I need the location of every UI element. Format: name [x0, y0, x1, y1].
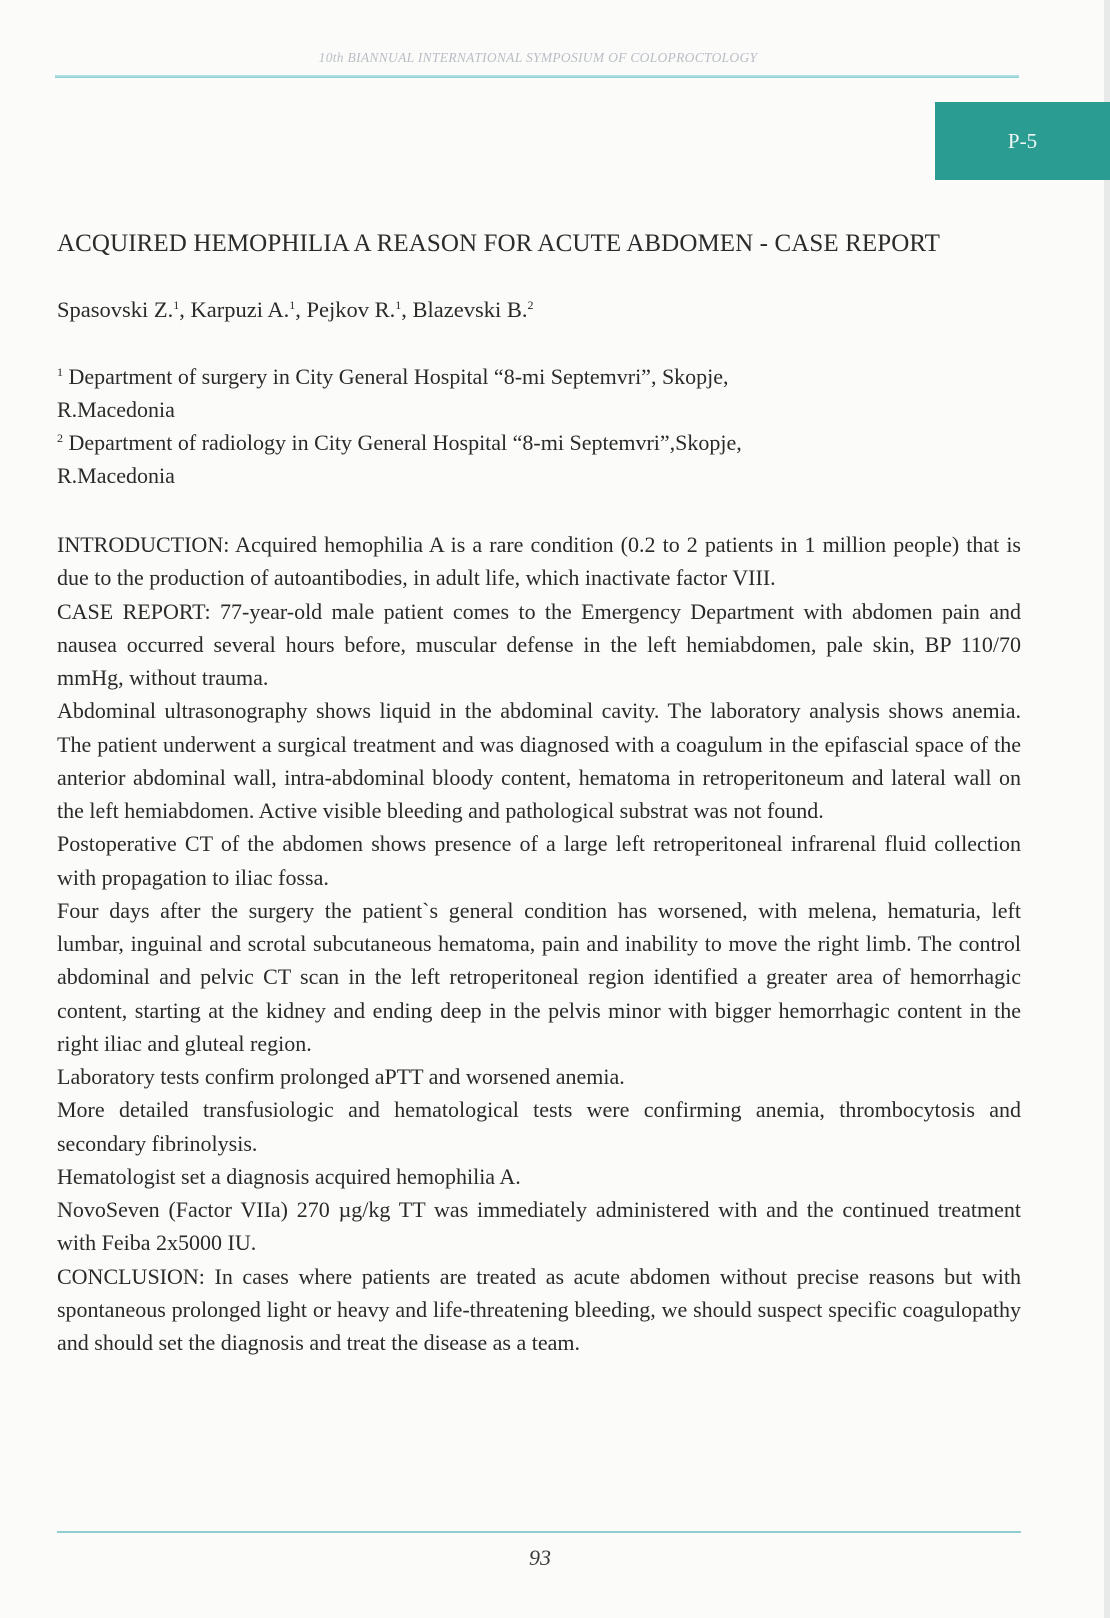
paragraph-transfusiologic: More detailed transfusiologic and hematological tests were confirming anemia, thrombocytosis and secondary fibrinolysis.: [57, 1097, 1021, 1156]
author: Pejkov R.: [306, 297, 396, 322]
affiliation: [57, 426, 957, 459]
poster-badge: [935, 102, 1110, 180]
paragraph-worsening: Four days after the surgery the patient`s general condition has worsened, with melena, hematuria, left lumbar, inguinal and scrotal subcutaneous hematoma, pain and inability to move the right limb. The control abdominal and pelvic CT scan in the left retroperitoneal region identified a greater area of hemorrhagic content, starting at the kidney and ending deep in the pelvis minor with bigger hemorrhagic content in the right iliac and gluteal region.: [57, 897, 1021, 1056]
paragraph-introduction: INTRODUCTION: Acquired hemophilia A is a rare condition (0.2 to 2 patients in 1 million people) that is due to the production of autoantibodies, in adult life, which inactivate factor VIII.: [57, 532, 1021, 591]
affil-mark: 2: [527, 298, 534, 312]
page-number: 93: [529, 1545, 551, 1570]
paragraph-treatment: NovoSeven (Factor VIIa) 270 µg/kg TT was immediately administered with and the continued treatment with Feiba 2x5000 IU.: [57, 1197, 1021, 1256]
article-title: ACQUIRED HEMOPHILIA A REASON FOR ACUTE ABDOMEN - CASE REPORT: [57, 230, 941, 257]
affiliations: [57, 360, 957, 492]
author: Spasovski Z.: [57, 297, 174, 322]
paragraph-diagnosis: Hematologist set a diagnosis acquired hemophilia A.: [57, 1163, 521, 1189]
affil-number: 1: [57, 365, 63, 379]
author: Blazevski B.: [412, 297, 528, 322]
affiliation-text: Department of surgery in City General Hospital “8-mi Septemvri”, Skopje,: [68, 364, 729, 389]
author-list: Spasovski Z.$^1$, Karpuzi A.$^1$, Pejkov R.$^1$, Blazevski B.$^2$: [57, 297, 534, 322]
running-head: 10th BIANNUAL INTERNATIONAL SYMPOSIUM OF COLOPROCTOLOGY: [318, 50, 758, 65]
affil-mark: 1: [289, 298, 296, 312]
poster-badge-label: P-5: [1007, 128, 1038, 153]
affil-mark: 1: [173, 298, 180, 312]
paragraph-postoperative-ct: Postoperative CT of the abdomen shows presence of a large left retroperitoneal infrarenal fluid collection with propagation to iliac fossa.: [57, 831, 1021, 890]
affiliation-text: Department of radiology in City General Hospital “8-mi Septemvri”,Skopje,: [68, 430, 742, 455]
footer-rule: [57, 1531, 1021, 1533]
paragraph-conclusion: CONCLUSION: In cases where patients are treated as acute abdomen without precise reasons but with spontaneous prolonged light or heavy and life-threatening bleeding, we should suspect specific coagulopathy and should set the diagnosis and treat the disease as a team.: [57, 1263, 1021, 1355]
paragraph-ultrasonography: Abdominal ultrasonography shows liquid in the abdominal cavity. The laboratory analysis shows anemia. The patient underwent a surgical treatment and was diagnosed with a coagulum in the epifascial space of the anterior abdominal wall, intra-abdominal bloody content, hematoma in retroperitoneum and lateral wall on the left hemiabdomen. Active visible bleeding and pathological substrat was not found.: [57, 698, 1021, 823]
author: Karpuzi A.: [190, 297, 290, 322]
page-edge: [1104, 0, 1110, 1618]
affil-number: 2: [57, 431, 63, 445]
affiliation: [57, 360, 957, 393]
affiliation-country: R.Macedonia: [57, 397, 175, 422]
paragraph-lab-tests: Laboratory tests confirm prolonged aPTT and worsened anemia.: [57, 1064, 625, 1089]
header-rule: [55, 75, 1019, 78]
paragraph-case-report: CASE REPORT: 77-year-old male patient comes to the Emergency Department with abdomen pain and nausea occurred several hours before, muscular defense in the left hemiabdomen, pale skin, BP 110/70 mmHg, without trauma.: [57, 598, 1021, 690]
affiliation-country: R.Macedonia: [57, 463, 175, 488]
abstract-body: [57, 528, 1021, 1359]
affil-mark: 1: [395, 298, 402, 312]
